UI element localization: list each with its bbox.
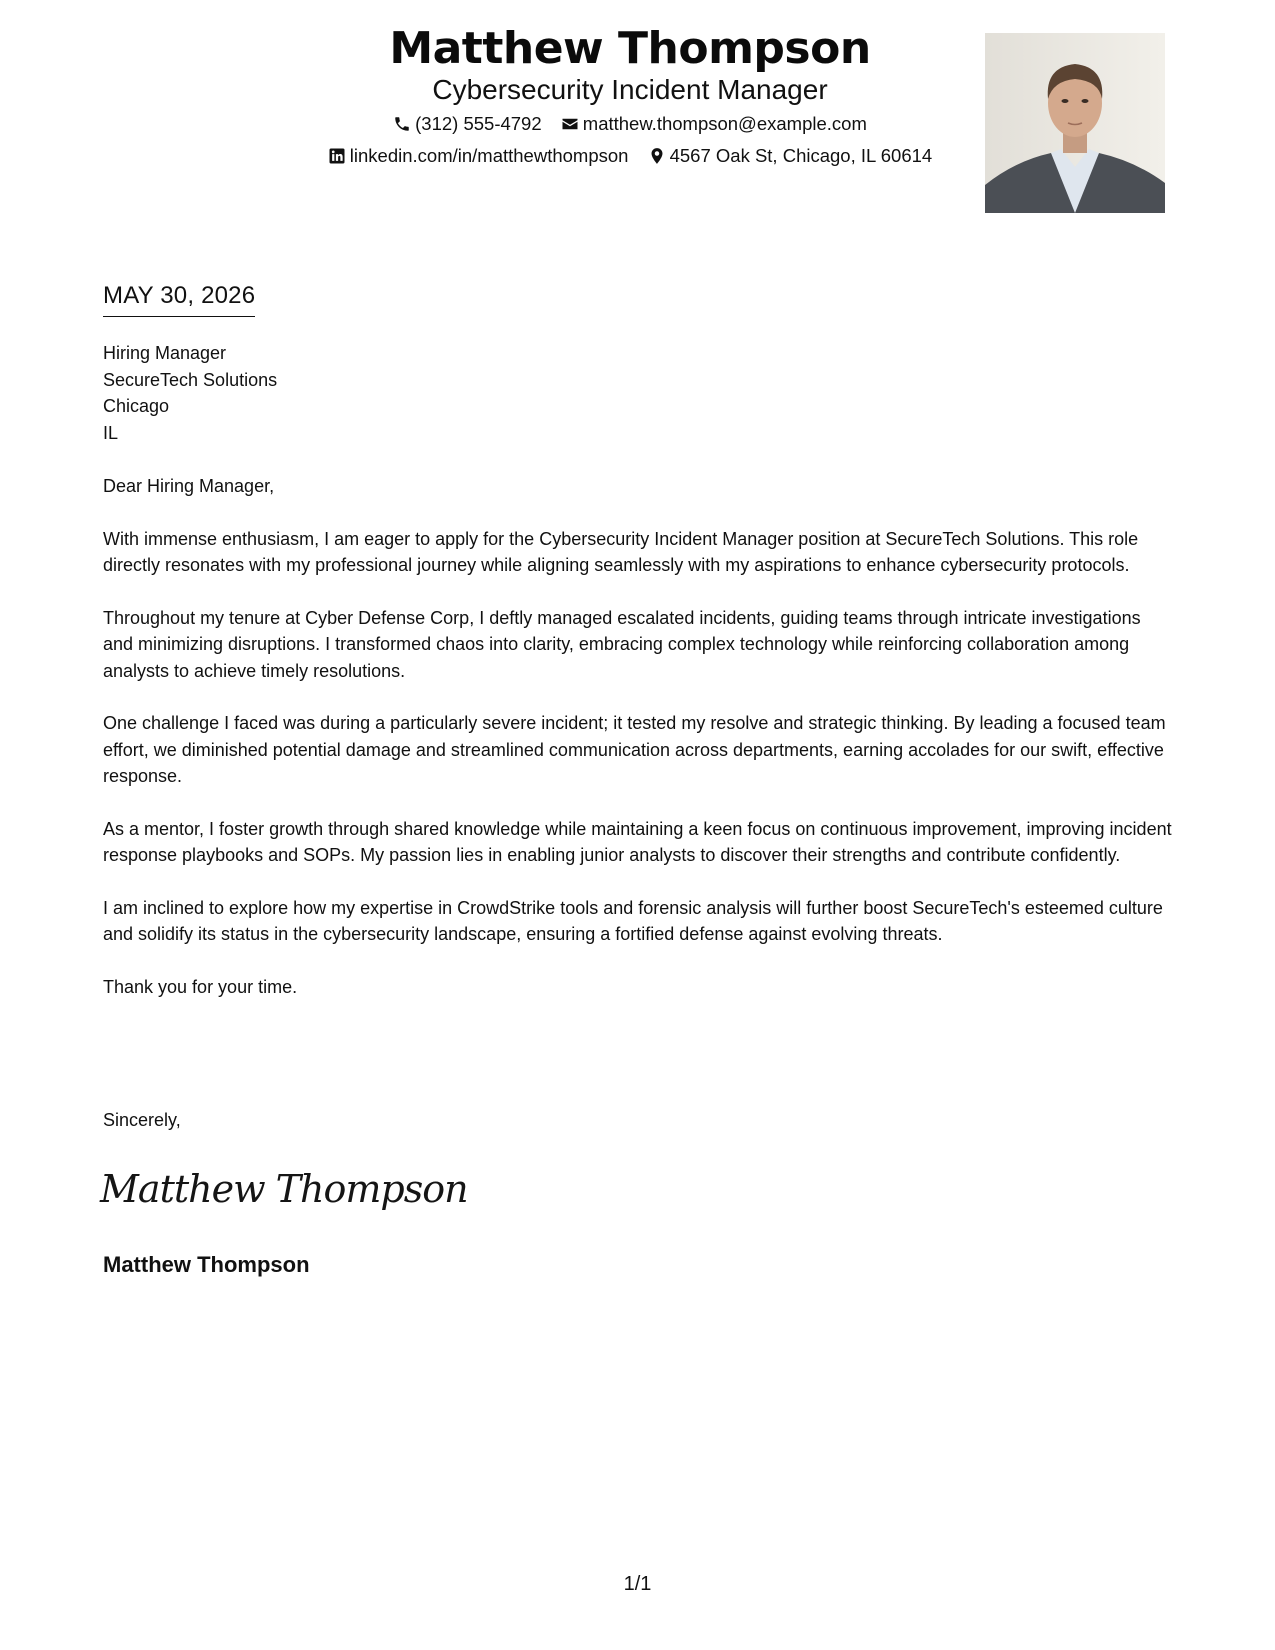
envelope-icon: [561, 115, 579, 133]
profile-photo: [985, 33, 1165, 213]
recipient-line: SecureTech Solutions: [103, 369, 278, 390]
page-number: 1/1: [623, 1573, 652, 1595]
phone-icon: [393, 115, 411, 133]
contact-row-1: [130, 110, 1130, 138]
email-contact[interactable]: [561, 110, 867, 138]
linkedin-contact[interactable]: [328, 142, 629, 170]
recipient-block: [103, 340, 277, 446]
phone-text: (312) 555-4792: [415, 113, 542, 134]
recipient-line: IL: [103, 422, 119, 443]
body-paragraph: I am inclined to explore how my expertise in CrowdStrike tools and forensic analysis will further boost SecureTech's esteemed culture and solidify its status in the cybersecurity landscape, ensuring a fortified defense against evolving threats.: [103, 897, 1163, 944]
letter-date: MAY 30, 2026: [103, 280, 255, 317]
letter-header: [0, 0, 1275, 230]
applicant-name: Matthew Thompson: [389, 23, 871, 74]
letter-body: [103, 473, 1173, 1026]
salutation: Dear Hiring Manager,: [103, 476, 275, 496]
thank-you-line: Thank you for your time.: [103, 976, 298, 997]
body-paragraph: Throughout my tenure at Cyber Defense Corp, I deftly managed escalated incidents, guiding teams through intricate investigations and minimizing disruptions. I transformed chaos into clarity, embracing complex technology while reinforcing collaboration among analysts to achieve timely resolutions.: [103, 607, 1141, 681]
body-paragraph: One challenge I faced was during a particularly severe incident; it tested my resolve and strategic thinking. By leading a focused team effort, we diminished potential damage and streamlined communication across departments, earning accolades for our swift, effective response.: [103, 713, 1166, 786]
recipient-line: Hiring Manager: [103, 343, 227, 363]
email-text: matthew.thompson@example.com: [582, 113, 867, 134]
recipient-line: Chicago: [103, 396, 170, 416]
signed-name: Matthew Thompson: [103, 1252, 310, 1277]
linkedin-text: linkedin.com/in/matthewthompson: [349, 145, 629, 166]
body-paragraph: With immense enthusiasm, I am eager to apply for the Cybersecurity Incident Manager position at SecureTech Solutions. This role directly resonates with my professional journey while aligning seamlessly with my aspirations to enhance cybersecurity protocols.: [103, 528, 1139, 575]
address-text: 4567 Oak St, Chicago, IL 60614: [669, 145, 933, 166]
closing: Sincerely,: [103, 1110, 181, 1130]
body-paragraph: As a mentor, I foster growth through shared knowledge while maintaining a keen focus on continuous improvement, improving incident response playbooks and SOPs. My passion lies in enabling junior analysts to discover their strengths and contribute confidently.: [103, 818, 1172, 865]
map-marker-icon: [648, 147, 666, 165]
phone-contact: [393, 110, 542, 138]
address-contact: [648, 142, 933, 170]
contact-row-2: [130, 142, 1130, 170]
linkedin-icon: [328, 147, 346, 165]
handwritten-signature: Matthew Thompson: [100, 1167, 468, 1211]
applicant-title: Cybersecurity Incident Manager: [432, 74, 828, 105]
